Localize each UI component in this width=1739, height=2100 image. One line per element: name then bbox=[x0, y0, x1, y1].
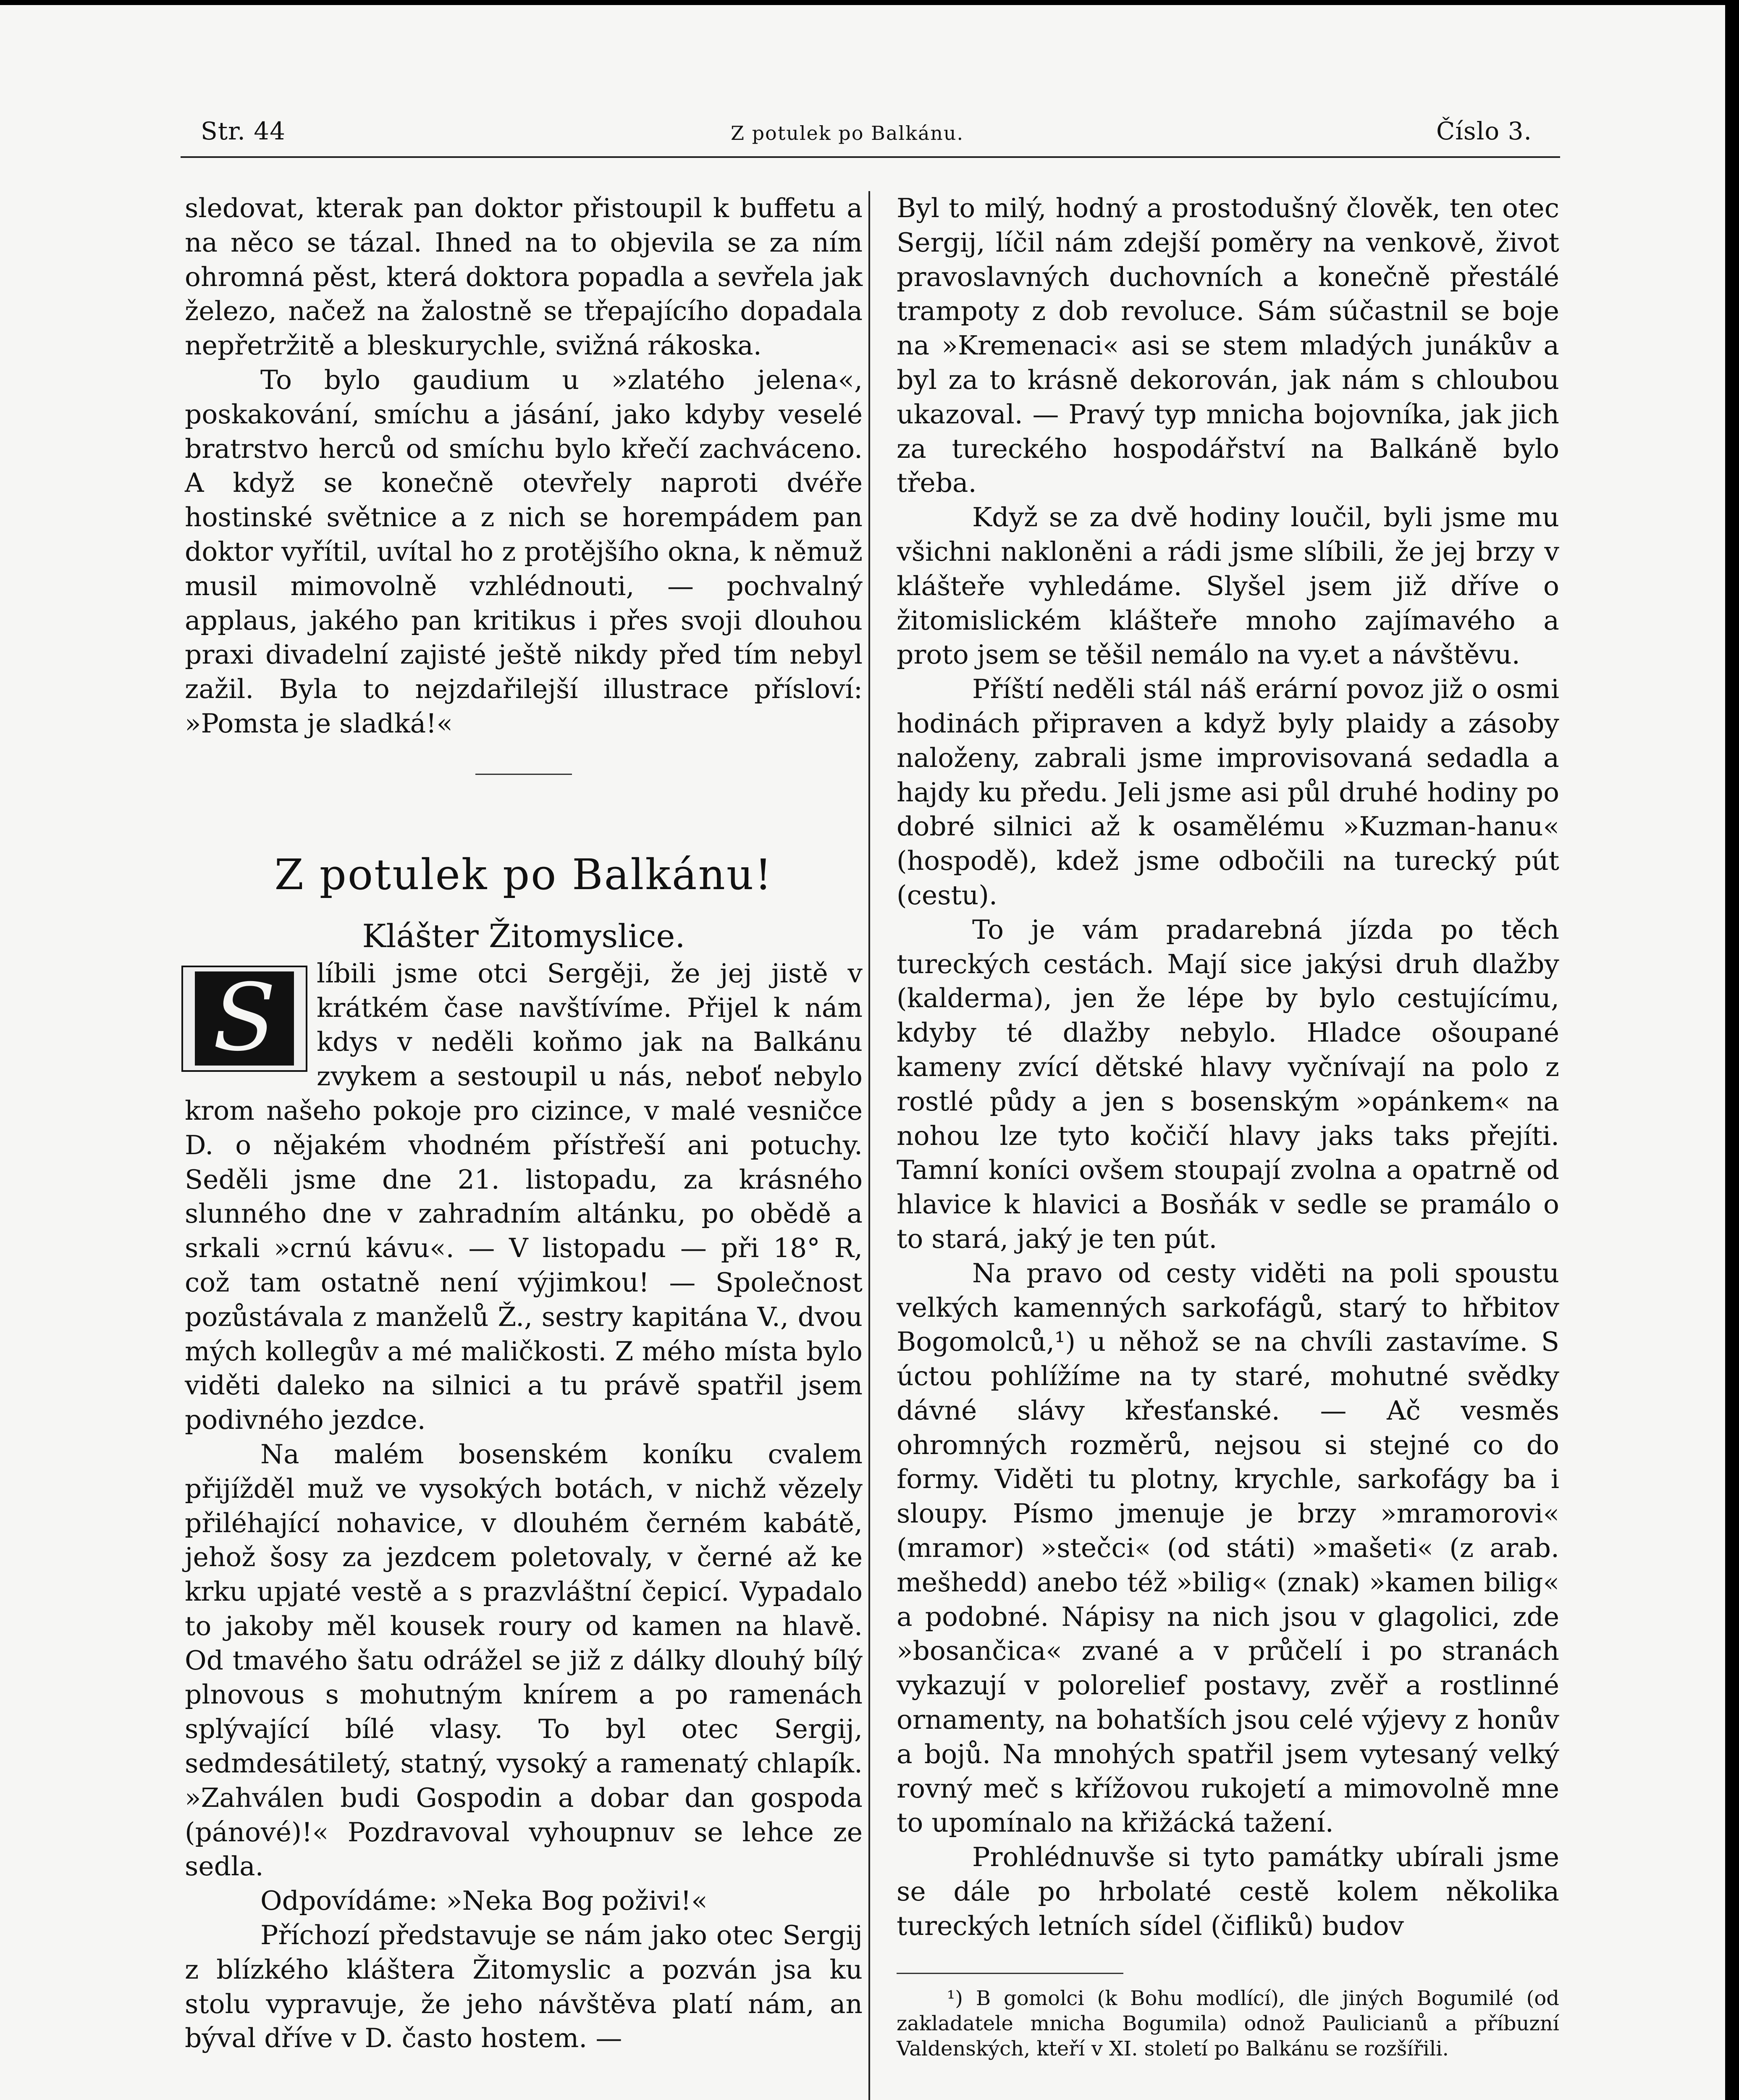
section-separator bbox=[475, 774, 572, 775]
first-paragraph bbox=[185, 956, 863, 1437]
footnote: ¹) B gomolci (k Bohu modlící), dle jiných Bogumilé (od zakladatele mnicha Bogumila) odnož Paulicianů a příbuzní Valdenských, kteří v XI. století po Balkánu se rozšířili. bbox=[897, 1986, 1559, 2061]
paragraph: sledovat, kterak pan doktor přistoupil k buffetu a na něco se tázal. Ihned na to objevila se za ním ohromná pěst, která doktora popadla a sevřela jak železo, načež na žalostně se třepajícího dopadala nepřetržitě a bleskurychle, svižná rákoska. bbox=[185, 193, 863, 361]
column-divider bbox=[868, 191, 870, 2100]
scan-edge-top bbox=[0, 0, 1739, 5]
paragraph: Na malém bosenském koníku cvalem přijížděl muž ve vysokých botách, v nichž vězely přiléhající nohavice, v dlouhém černém kabátě, jehož šosy za jezdcem poletovaly, v černé až ke krku upjaté vestě a s prazvláštní čepicí. Vypadalo to jakoby měl kousek roury od kamen na hlavě. Od tmavého šatu odrážel se již z dálky dlouhý bílý plnovous s mohutným knírem a po ramenách splývající bílé vlasy. To byl otec Sergij, sedmdesátiletý, statný, vysoký a ramenatý chlapík. »Zahválen budi Gospodin a dobar dan gospoda (pánové)!« Pozdravoval vyhoupnuv se lehce ze sedla. bbox=[185, 1438, 863, 1882]
paragraph: Příští neděli stál náš erární povoz již o osmi hodinách připraven a když byly plaidy a zásoby naloženy, zabrali jsme improvisovaná sedadla a hajdy ku předu. Jeli jsme asi půl druhé hodiny po dobré silnici až k osamělému »Kuzman-hanu« (hospodě), kdež jsme odbočili na turecký pút (cestu). bbox=[897, 674, 1559, 911]
initial-letter: S bbox=[195, 971, 294, 1066]
running-title: Z potulek po Balkánu. bbox=[731, 122, 964, 144]
paragraph: Odpovídáme: »Neka Bog poživi!« bbox=[260, 1885, 708, 1916]
footnote-rule bbox=[897, 1973, 1123, 1974]
scan-edge-right bbox=[1725, 0, 1739, 2100]
paragraph: Prohlédnuvše si tyto památky ubírali jsme se dále po hrbolaté cestě kolem několika tureckých letních sídel (čifliků) budov bbox=[897, 1842, 1559, 1941]
first-paragraph-text: líbili jsme otci Sergěji, že jej jistě v krátkém čase navštívíme. Přijel k nám kdys v neděli koňmo jak na Balkánu zvykem a sestoupil u nás, neboť nebylo krom našeho pokoje pro cizince, v malé vesničce D. o nějakém vhodném přístřeší ani potuchy. Seděli jsme dne 21. listopadu, za krásného slunného dne v zahradním altánku, po obědě a srkali »crnú kávu«. — V listopadu — při 18° R, což tam ostatně není výjimkou! — Společnost pozůstávala z manželů Ž., sestry kapitána V., dvou mých kollegův a mé maličkosti. Z mého místa bylo viděti daleko na silnici a tu právě spatřil jsem podivného jezdce. bbox=[185, 958, 863, 1436]
right-column bbox=[897, 191, 1559, 2061]
ornamental-initial bbox=[181, 963, 307, 1072]
article-title: Z potulek po Balkánu! bbox=[274, 850, 773, 899]
issue-number: Číslo 3. bbox=[1436, 117, 1532, 145]
paragraph: To je vám pradarebná jízda po těch tureckých cestách. Mají sice jakýsi druh dlažby (kalderma), jen že lépe by bylo cestujícímu, kdyby té dlažby nebylo. Hladce ošoupané kameny zvící dětské hlavy vyčnívají na polo z rostlé půdy a jen s bosenským »opánkem« na nohou lze tyto kočičí hlavy jaks taks přejíti. Tamní koníci ovšem stoupají zvolna a opatrně od hlavice k hlavici a Bosňák v sedle se pramálo o to stará, jaký je ten pút. bbox=[897, 914, 1559, 1254]
page-number: Str. 44 bbox=[201, 117, 286, 145]
article-subtitle: Klášter Žitomyslice. bbox=[362, 917, 685, 955]
left-column bbox=[185, 191, 863, 2055]
header-rule bbox=[181, 156, 1560, 158]
paragraph: Příchozí představuje se nám jako otec Sergij z blízkého kláštera Žitomyslic a pozván jsa ku stolu vypravuje, že jeho návštěva platí nám, an býval dříve v D. často hostem. — bbox=[185, 1920, 863, 2054]
paragraph: Když se za dvě hodiny loučil, byli jsme mu všichni nakloněni a rádi jsme slíbili, že jej brzy v klášteře vyhledáme. Slyšel jsem již dříve o žitomislickém klášteře mnoho zajímavého a proto jsem se těšil nemálo na vy.et a návštěvu. bbox=[897, 502, 1559, 670]
paragraph: To bylo gaudium u »zlatého jelena«, poskakování, smíchu a jásání, jako kdyby veselé bratrstvo herců od smíchu bylo křečí zachváceno. A když se konečně otevřely naproti dvéře hostinské světnice a z nich se horempádem pan doktor vyřítil, uvítal ho z protějšího okna, k němuž musil mimovolně vzhlédnouti, — pochvalný applaus, jakého pan kritikus i přes svoji dlouhou praxi divadelní zajisté ještě nikdy před tím nebyl zažil. Byla to nejzdařilejší illustrace přísloví: »Pomsta je sladká!« bbox=[185, 364, 863, 739]
paragraph: Na pravo od cesty viděti na poli spoustu velkých kamenných sarkofágů, starý to hřbitov Bogomolců,¹) u něhož se na chvíli zastavíme. S úctou pohlížíme na ty staré, mohutné svědky dávné slávy křesťanské. — Ač vesměs ohromných rozměrů, nejsou si stejné co do formy. Viděti tu plotny, krychle, sarkofágy ba i sloupy. Písmo jmenuje je brzy »mramorovi« (mramor) »stečci« (od státi) »mašeti« (z arab. mešhedd) anebo též »bilig« (znak) »kamen bilig« a podobné. Nápisy na nich jsou v glagolici, zde »bosančica« zvané a v průčelí i po stranách vykazují v polorelief postavy, zvěř a rostlinné ornamenty, na bohatších jsou celé výjevy z honův a bojů. Na mnohých spatřil jsem vytesaný velký rovný meč s křížovou rukojetí a mimovolně mne to upomínalo na křižácká tažení. bbox=[897, 1257, 1559, 1838]
paragraph: Byl to milý, hodný a prostodušný člověk, ten otec Sergij, líčil nám zdejší poměry na venkově, život pravoslavných duchovních a konečně přestálé trampoty z dob revoluce. Sám súčastnil se boje na »Kremenaci« asi se stem mladých junákův a byl za to krásně dekorován, jak nám s chloubou ukazoval. — Pravý typ mnicha bojovníka, jak jich za tureckého hospodářství na Balkáně bylo třeba. bbox=[897, 193, 1559, 499]
